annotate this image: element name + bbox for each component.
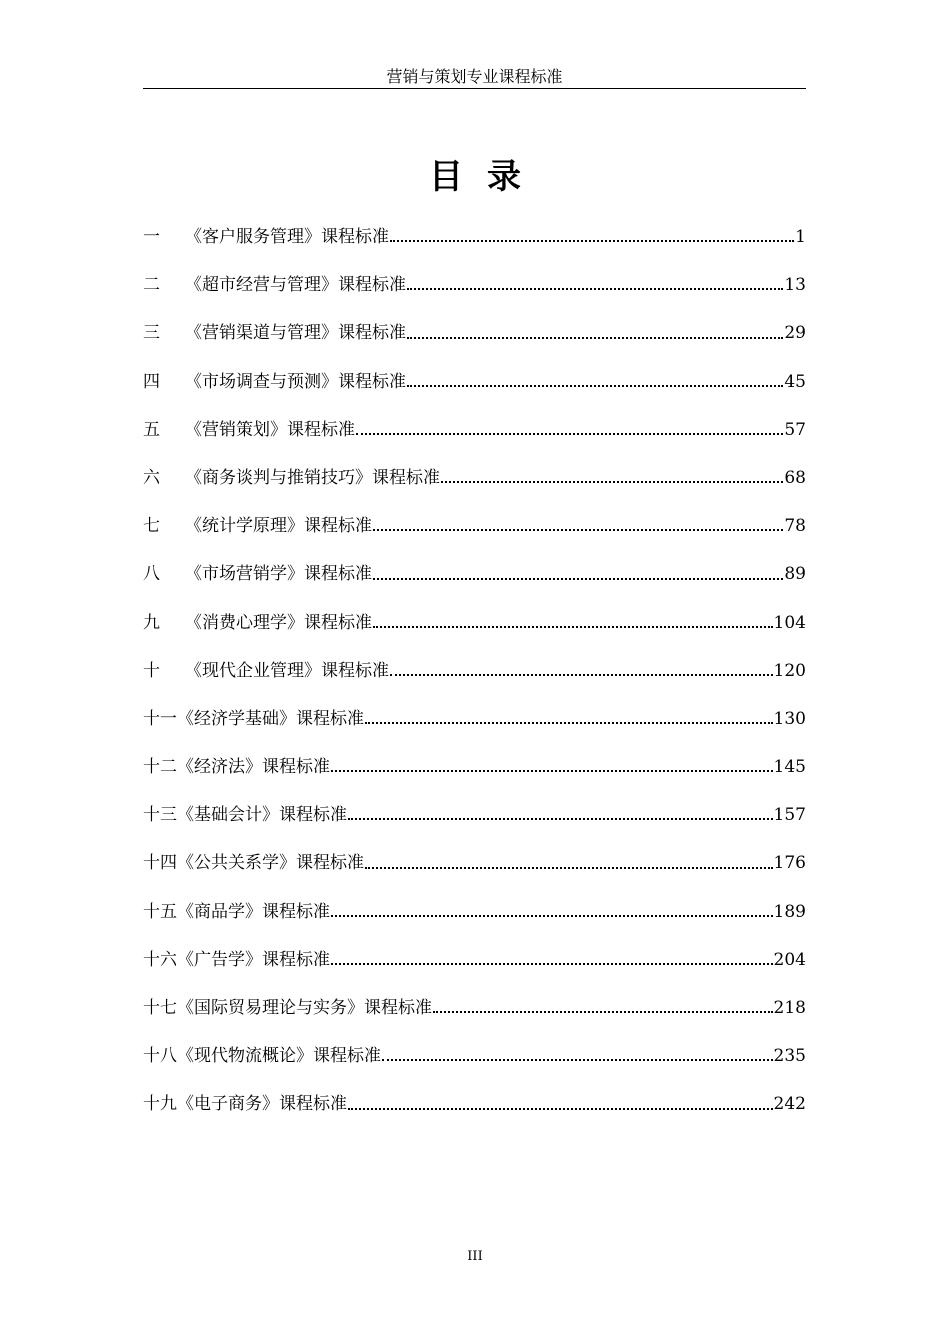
toc-entry[interactable] <box>143 272 806 320</box>
toc-entry-number: 三 <box>143 323 160 344</box>
toc-entry[interactable] <box>143 1091 806 1139</box>
toc-dot-leader <box>407 288 783 290</box>
toc-dot-leader <box>441 481 783 483</box>
toc-entry-number: 二 <box>143 275 160 296</box>
toc-entry-page: 157 <box>773 805 806 826</box>
toc-entry-number: 十六 <box>143 949 177 970</box>
toc-entry[interactable] <box>143 802 806 850</box>
toc-entry-page: 68 <box>784 467 806 488</box>
toc-entry-label: 《商务谈判与推销技巧》课程标准 <box>185 467 440 488</box>
page-number: III <box>467 1249 483 1264</box>
toc-entry[interactable] <box>143 513 806 561</box>
toc-entry[interactable] <box>143 561 806 609</box>
toc-entry[interactable] <box>143 706 806 754</box>
toc-entry-number: 五 <box>143 419 160 440</box>
toc-entry-page: 104 <box>773 612 806 633</box>
toc-entry-page: 13 <box>784 275 806 296</box>
toc-list <box>143 224 806 1140</box>
toc-dot-leader <box>365 867 773 869</box>
toc-entry-number: 十五 <box>143 901 177 922</box>
toc-dot-leader <box>373 529 783 531</box>
toc-entry[interactable] <box>143 947 806 995</box>
toc-entry-page: 1 <box>795 227 806 247</box>
toc-entry-label: 《经济法》课程标准 <box>177 757 330 778</box>
toc-entry-page: 218 <box>773 998 806 1018</box>
toc-entry-label: 《市场调查与预测》课程标准 <box>185 371 406 392</box>
toc-entry-number: 十三 <box>143 805 177 826</box>
toc-entry-label: 《超市经营与管理》课程标准 <box>185 275 406 296</box>
toc-entry-number: 八 <box>143 564 160 585</box>
toc-entry-page: 29 <box>784 323 806 344</box>
toc-entry[interactable] <box>143 465 806 513</box>
toc-entry-number: 十二 <box>143 757 177 778</box>
toc-entry-page: 57 <box>784 419 806 440</box>
toc-entry-label: 《市场营销学》课程标准 <box>185 564 372 585</box>
toc-entry-label: 《经济学基础》课程标准 <box>177 708 364 729</box>
toc-entry-label: 《营销策划》课程标准 <box>185 419 355 440</box>
toc-entry[interactable] <box>143 417 806 465</box>
toc-entry[interactable] <box>143 658 806 706</box>
toc-entry-label: 《现代物流概论》课程标准 <box>177 1046 381 1067</box>
toc-dot-leader <box>365 722 773 724</box>
toc-dot-leader <box>407 385 783 387</box>
toc-entry-label: 《商品学》课程标准 <box>177 901 330 922</box>
toc-entry-page: 45 <box>784 371 806 392</box>
toc-entry-label: 《消费心理学》课程标准 <box>185 612 372 633</box>
toc-dot-leader <box>331 963 773 965</box>
toc-entry-number: 七 <box>143 516 160 537</box>
toc-entry-page: 89 <box>784 564 806 585</box>
toc-entry-number: 十四 <box>143 853 177 874</box>
toc-dot-leader <box>390 674 773 676</box>
toc-entry-number: 四 <box>143 371 160 392</box>
toc-entry-label: 《公共关系学》课程标准 <box>177 853 364 874</box>
toc-entry[interactable] <box>143 610 806 658</box>
toc-dot-leader <box>390 240 794 242</box>
toc-dot-leader <box>373 626 773 628</box>
toc-entry[interactable] <box>143 995 806 1043</box>
toc-entry-page: 189 <box>773 901 806 922</box>
toc-dot-leader <box>331 770 773 772</box>
page-header: 营销与策划专业课程标准 <box>386 67 563 86</box>
toc-entry-label: 《营销渠道与管理》课程标准 <box>185 323 406 344</box>
toc-dot-leader <box>407 337 783 339</box>
toc-dot-leader <box>373 578 783 580</box>
toc-entry-page: 120 <box>773 660 806 681</box>
toc-entry-number: 十九 <box>143 1094 177 1115</box>
toc-entry-page: 176 <box>773 853 806 874</box>
toc-entry-label: 《广告学》课程标准 <box>177 949 330 970</box>
toc-entry-page: 145 <box>773 757 806 778</box>
toc-entry[interactable] <box>143 850 806 898</box>
toc-dot-leader <box>348 818 773 820</box>
toc-entry-number: 六 <box>143 467 160 488</box>
toc-entry[interactable] <box>143 754 806 802</box>
toc-entry-page: 235 <box>773 1046 806 1067</box>
toc-title: 目录 <box>429 157 545 197</box>
toc-entry-number: 一 <box>143 227 160 247</box>
toc-entry-page: 242 <box>773 1094 806 1115</box>
toc-entry-number: 十七 <box>143 998 177 1018</box>
toc-entry-number: 十八 <box>143 1046 177 1067</box>
toc-dot-leader <box>348 1108 773 1110</box>
toc-entry[interactable] <box>143 320 806 368</box>
toc-dot-leader <box>433 1011 773 1013</box>
toc-entry-label: 《现代企业管理》课程标准 <box>185 660 389 681</box>
header-rule <box>143 88 806 89</box>
toc-dot-leader <box>382 1059 773 1061</box>
toc-entry-label: 《统计学原理》课程标准 <box>185 516 372 537</box>
toc-entry-page: 204 <box>773 949 806 970</box>
toc-entry-label: 《电子商务》课程标准 <box>177 1094 347 1115</box>
toc-entry[interactable] <box>143 1043 806 1091</box>
toc-dot-leader <box>356 433 783 435</box>
toc-entry-number: 九 <box>143 612 160 633</box>
toc-entry[interactable] <box>143 899 806 947</box>
toc-entry-page: 78 <box>784 516 806 537</box>
toc-entry-label: 《客户服务管理》课程标准 <box>185 227 389 247</box>
toc-entry[interactable] <box>143 224 806 272</box>
toc-entry-label: 《国际贸易理论与实务》课程标准 <box>177 998 432 1018</box>
toc-entry[interactable] <box>143 369 806 417</box>
toc-dot-leader <box>331 915 773 917</box>
toc-entry-label: 《基础会计》课程标准 <box>177 805 347 826</box>
toc-entry-number: 十一 <box>143 708 177 729</box>
toc-entry-number: 十 <box>143 660 160 681</box>
toc-entry-page: 130 <box>773 708 806 729</box>
